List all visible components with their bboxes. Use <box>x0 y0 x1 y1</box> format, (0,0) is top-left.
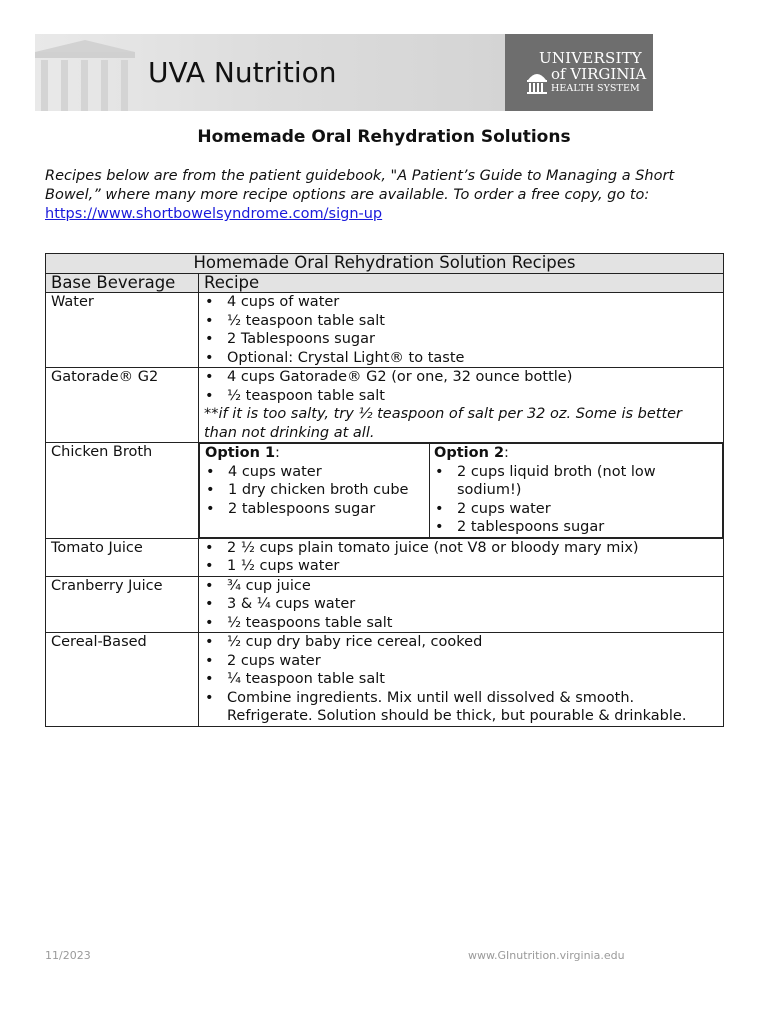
logo-line3: HEALTH SYSTEM <box>551 83 640 94</box>
option-2-label: Option 2 <box>434 445 505 461</box>
option-2: Option 2: • 2 cups liquid broth (not low sodium!) • 2 cups water • 2 tablespoons sugar <box>430 444 723 538</box>
list-item: • 2 cups liquid broth (not low sodium!) <box>434 463 717 500</box>
footer-url: www.GInutrition.virginia.edu <box>468 949 625 962</box>
beverage-cell: Tomato Juice <box>46 538 199 576</box>
recipe-cell <box>199 576 724 633</box>
list-item: • ½ teaspoon table salt <box>204 312 718 331</box>
recipe-cell <box>199 293 724 368</box>
table-row <box>46 576 724 633</box>
list-item: • ½ teaspoon table salt <box>204 387 718 406</box>
recipe-cell <box>199 368 724 443</box>
list-item: • 2 tablespoons sugar <box>434 518 717 537</box>
intro-paragraph <box>45 167 725 224</box>
list-item: • ½ teaspoons table salt <box>204 614 718 633</box>
beverage-cell: Chicken Broth <box>46 443 199 539</box>
logo-line1: UNIVERSITY <box>539 49 642 67</box>
list-item: • ¾ cup juice <box>204 577 718 596</box>
recipe-cell <box>199 538 724 576</box>
recipes-table <box>45 253 724 727</box>
table-row <box>46 633 724 727</box>
list-item: • 2 Tablespoons sugar <box>204 330 718 349</box>
list-item: • 2 tablespoons sugar <box>205 500 425 519</box>
list-item: • 4 cups of water <box>204 293 718 312</box>
signup-link[interactable]: https://www.shortbowelsyndrome.com/sign-up <box>45 206 383 222</box>
table-row <box>46 538 724 576</box>
beverage-cell: Cranberry Juice <box>46 576 199 633</box>
options-table <box>199 443 723 538</box>
table-row <box>46 443 724 539</box>
beverage-cell: Cereal-Based <box>46 633 199 727</box>
pillars-graphic <box>35 34 135 111</box>
option-1: Option 1: • 4 cups water • 1 dry chicken broth cube • 2 tablespoons sugar <box>200 444 430 538</box>
header-base-beverage: Base Beverage <box>46 273 199 293</box>
list-item: • ½ cup dry baby rice cereal, cooked <box>204 633 718 652</box>
list-item: • 2 ½ cups plain tomato juice (not V8 or bloody mary mix) <box>204 539 718 558</box>
beverage-cell: Gatorade® G2 <box>46 368 199 443</box>
list-item: • 3 & ¼ cups water <box>204 595 718 614</box>
table-caption: Homemade Oral Rehydration Solution Recipes <box>46 254 724 274</box>
header-recipe: Recipe <box>199 273 724 293</box>
salt-note: **if it is too salty, try ½ teaspoon of salt per 32 oz. Some is better than not drinking at all. <box>204 406 683 441</box>
list-item: • Optional: Crystal Light® to taste <box>204 349 718 368</box>
intro-text: Recipes below are from the patient guidebook, "A Patient’s Guide to Managing a Short Bowel,” where many more recipe options are available. To order a free copy, go to: <box>45 168 675 203</box>
option-1-label: Option 1 <box>205 445 276 461</box>
recipe-cell <box>199 633 724 727</box>
list-item: • 2 cups water <box>204 652 718 671</box>
list-item: • 4 cups Gatorade® G2 (or one, 32 ounce bottle) <box>204 368 718 387</box>
recipe-cell <box>199 443 724 539</box>
list-item: • 1 dry chicken broth cube <box>205 481 425 500</box>
document-title: Homemade Oral Rehydration Solutions <box>197 127 571 147</box>
logo-line2: of VIRGINIA <box>551 65 647 83</box>
list-item: • ¼ teaspoon table salt <box>204 670 718 689</box>
beverage-cell: Water <box>46 293 199 368</box>
footer-date: 11/2023 <box>45 949 91 962</box>
list-item: • 2 cups water <box>434 500 717 519</box>
header-banner <box>35 34 653 111</box>
table-row <box>46 293 724 368</box>
list-item: • 1 ½ cups water <box>204 557 718 576</box>
list-item: • Combine ingredients. Mix until well dissolved & smooth. Refrigerate. Solution should be thick, but pourable & drinkable. <box>204 689 718 726</box>
banner-title: UVA Nutrition <box>148 56 337 89</box>
uva-health-logo <box>505 34 653 111</box>
list-item: • 4 cups water <box>205 463 425 482</box>
table-row <box>46 368 724 443</box>
